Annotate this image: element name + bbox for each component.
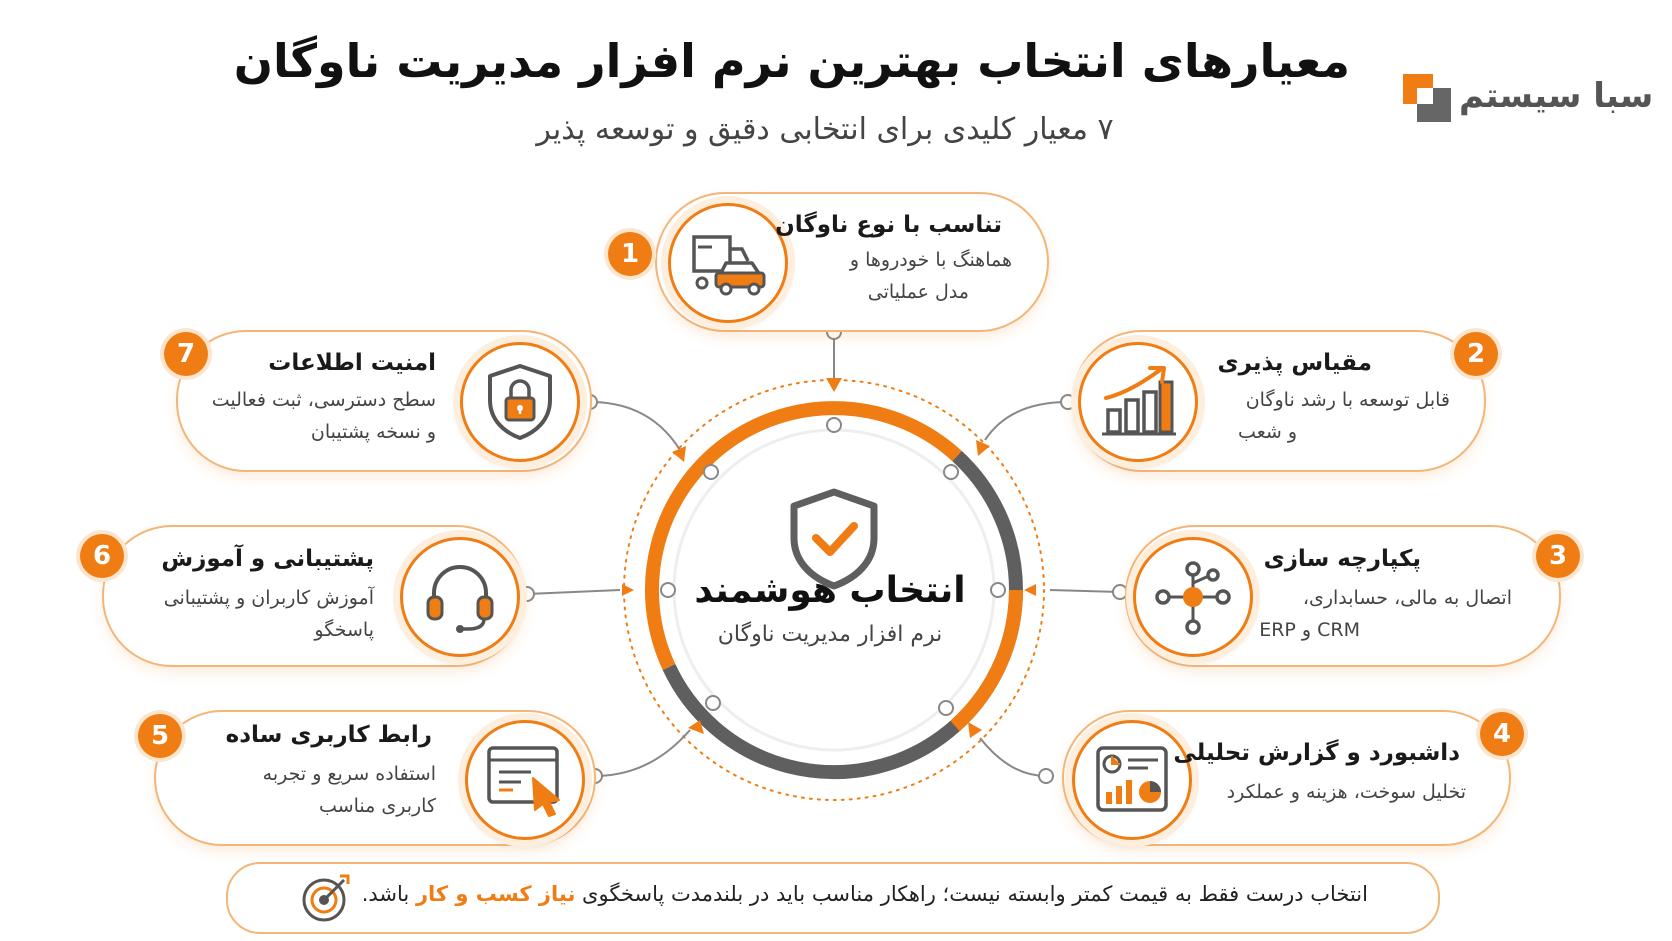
criterion-desc-5b: کاربری مناسب <box>319 795 436 817</box>
footer-text <box>362 882 1368 906</box>
criterion-desc-3b: ERP و CRM <box>1259 619 1360 641</box>
criterion-desc-2a: قابل توسعه با رشد ناوگان <box>1245 389 1450 411</box>
dashboard-icon <box>1092 740 1172 820</box>
criterion-desc-3a: اتصال به مالی، حسابداری، <box>1302 587 1512 609</box>
criterion-icon-circle-6 <box>400 537 520 657</box>
criterion-desc-7a: سطح دسترسی، ثبت فعالیت <box>211 389 436 411</box>
shield-lock-icon <box>480 362 560 442</box>
target-icon <box>298 870 354 926</box>
ui-cursor-icon <box>485 740 565 820</box>
footer-text-before: انتخاب درست فقط به قیمت کمتر وابسته نیست؛ راهکار مناسب باید در بلندمدت پاسخگوی <box>575 882 1368 906</box>
criterion-number-2: 2 <box>1454 332 1498 376</box>
criterion-title-4: داشبورد و گزارش تحلیلی <box>1173 740 1460 766</box>
growth-chart-icon <box>1098 362 1178 442</box>
network-nodes-icon <box>1153 557 1233 637</box>
criterion-desc-1b: مدل عملیاتی <box>867 281 969 303</box>
criterion-number-3: 3 <box>1536 534 1580 578</box>
logo-text: سبا سیستم <box>1459 76 1654 116</box>
criterion-desc-6a: آموزش کاربران و پشتیبانی <box>163 587 374 609</box>
criterion-desc-7b: و نسخه پشتیبان <box>310 421 436 443</box>
criterion-title-7: امنیت اطلاعات <box>268 350 436 376</box>
criterion-icon-circle-4 <box>1072 720 1192 840</box>
criterion-number-5: 5 <box>138 714 182 758</box>
criterion-icon-circle-1 <box>668 203 788 323</box>
criterion-number-6: 6 <box>80 534 124 578</box>
criterion-icon-circle-7 <box>460 342 580 462</box>
criterion-number-4: 4 <box>1480 712 1524 756</box>
headset-icon <box>420 557 500 637</box>
page-title: معیارهای انتخاب بهترین نرم افزار مدیریت ناوگان <box>233 34 1350 88</box>
footer-text-after: باشد. <box>361 882 416 906</box>
footer-note <box>226 862 1440 934</box>
criterion-icon-circle-2 <box>1078 342 1198 462</box>
criterion-title-5: رابط کاربری ساده <box>225 722 432 748</box>
brand-logo <box>1395 72 1654 124</box>
criterion-title-1: تناسب با نوع ناوگان <box>775 212 1002 238</box>
criterion-desc-5a: استفاده سریع و تجربه <box>262 763 436 785</box>
criterion-title-2: مقیاس پذیری <box>1217 350 1372 376</box>
criterion-desc-2b: و شعب <box>1238 421 1297 443</box>
criterion-desc-6b: پاسخگو <box>314 619 374 641</box>
criterion-icon-circle-5 <box>465 720 585 840</box>
footer-highlight: نیاز کسب و کار <box>415 882 576 906</box>
center-title: انتخاب هوشمند <box>694 570 966 611</box>
criterion-desc-4a: تخلیل سوخت، هزینه و عملکرد <box>1226 781 1466 803</box>
criterion-number-1: 1 <box>608 232 652 276</box>
criterion-title-6: پشتیبانی و آموزش <box>161 546 374 572</box>
page-subtitle: ۷ معیار کلیدی برای انتخابی دقیق و توسعه پذیر <box>536 112 1114 147</box>
center-subtitle: نرم افزار مدیریت ناوگان <box>717 622 943 647</box>
criterion-number-7: 7 <box>164 332 208 376</box>
criterion-desc-1a: هماهنگ با خودروها و <box>849 249 1012 271</box>
truck-car-icon <box>688 223 768 303</box>
criterion-title-3: پکپارچه سازی <box>1263 546 1421 572</box>
logo-mark-icon <box>1403 74 1453 124</box>
criterion-icon-circle-3 <box>1133 537 1253 657</box>
